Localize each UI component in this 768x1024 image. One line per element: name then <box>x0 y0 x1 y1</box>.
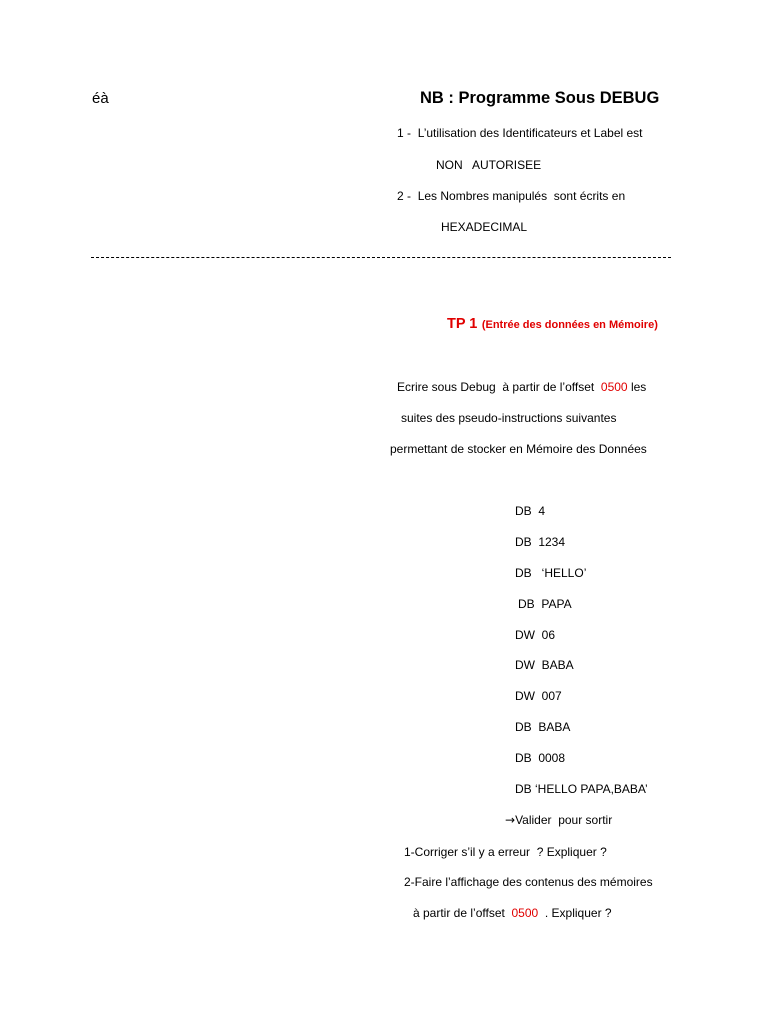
rule-1 <box>397 127 643 139</box>
tp-heading <box>447 316 658 332</box>
question-2-offset: 0500 <box>511 906 539 920</box>
pseudo-instruction: DW 06 <box>515 628 556 642</box>
pseudo-instruction: DB BABA <box>515 720 571 734</box>
rule-2 <box>397 190 625 202</box>
rule-1-text: L’utilisation des Identificateurs et Label est <box>417 126 643 140</box>
rule-1-number: 1 - <box>397 126 412 140</box>
question-2-continuation <box>413 907 612 919</box>
rule-2-number: 2 - <box>397 189 412 203</box>
instruction-line-1 <box>397 381 646 393</box>
corner-mark: éà <box>92 90 109 107</box>
pseudo-instruction: DB ‘HELLO’ <box>515 566 587 580</box>
rule-2-text: Les Nombres manipulés sont écrits en <box>417 189 626 203</box>
pseudo-instruction: DB ‘HELLO PAPA,BABA’ <box>515 782 648 796</box>
right-arrow-icon: → <box>505 813 516 827</box>
instruction-line-3: permettant de stocker en Mémoire des Données <box>390 442 647 456</box>
instruction-offset: 0500 <box>600 380 628 394</box>
page-title: NB : Programme Sous DEBUG <box>420 89 660 107</box>
question-2-prefix: à partir de l’offset <box>413 906 505 920</box>
question-2: 2-Faire l’affichage des contenus des mémoires <box>404 875 653 889</box>
dashed-divider <box>91 257 671 258</box>
instruction-prefix: Ecrire sous Debug à partir de l’offset <box>397 380 595 394</box>
pseudo-instruction: DB 1234 <box>515 535 566 549</box>
pseudo-instruction: DB PAPA <box>518 597 572 611</box>
pseudo-instruction: DB 4 <box>515 504 546 518</box>
question-2-suffix: . Expliquer ? <box>544 906 612 920</box>
pseudo-instruction: DW BABA <box>515 658 574 672</box>
instruction-line-2: suites des pseudo-instructions suivantes <box>401 411 617 425</box>
instruction-suffix: les <box>630 380 647 394</box>
tp-subtitle: (Entrée des données en Mémoire) <box>481 319 658 331</box>
question-1: 1-Corriger s’il y a erreur ? Expliquer ? <box>404 845 607 859</box>
tp-label: TP 1 <box>447 316 478 332</box>
pseudo-instruction: DW 007 <box>515 689 562 703</box>
pseudo-instruction: DB 0008 <box>515 751 566 765</box>
validate-line <box>505 814 612 826</box>
validate-text: Valider pour sortir <box>515 813 613 827</box>
rule-1-continuation: NON AUTORISEE <box>436 158 542 172</box>
rule-2-continuation: HEXADECIMAL <box>441 220 528 234</box>
